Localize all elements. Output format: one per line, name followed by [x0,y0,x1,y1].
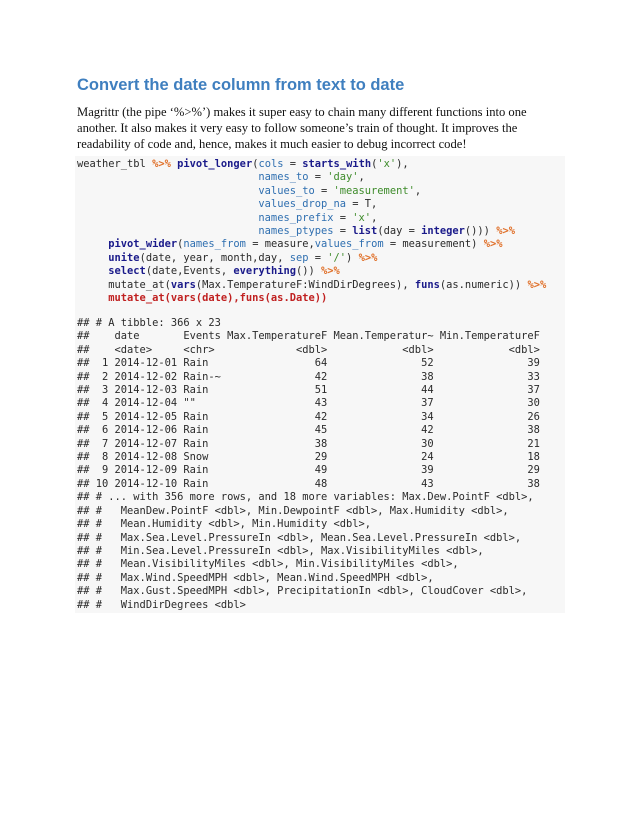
output-line: ## 4 2014-12-04 "" 43 37 30 [77,397,540,410]
output-line: ## # Mean.VisibilityMiles <dbl>, Min.VisibilityMiles <dbl>, [77,558,459,571]
output-line: ## # Min.Sea.Level.PressureIn <dbl>, Max.VisibilityMiles <dbl>, [77,544,484,557]
code-line: unite(date, year, month,day, sep = '/') %>% [108,251,378,264]
code-block [75,156,565,613]
code-line: names_ptypes = list(day = integer())) %>% [258,225,515,238]
code-line: pivot_wider(names_from = measure,values_from = measurement) %>% [108,238,503,251]
output-line: ## # ... with 356 more rows, and 18 more variables: Max.Dew.PointF <dbl>, [77,491,534,504]
r-console-output [77,317,540,612]
output-line: ## 8 2014-12-08 Snow 29 24 18 [77,451,540,464]
output-line: ## # Max.Sea.Level.PressureIn <dbl>, Mean.Sea.Level.PressureIn <dbl>, [77,531,522,544]
code-line: names_prefix = 'x', [258,211,378,224]
output-line: ## date Events Max.TemperatureF Mean.Temperatur~ Min.TemperatureF [77,330,540,343]
output-line: ## # MeanDew.PointF <dbl>, Min.DewpointF <dbl>, Max.Humidity <dbl>, [77,504,509,517]
code-line: mutate_at(vars(date),funs(as.Date)) [77,292,328,305]
output-line: ## 1 2014-12-01 Rain 64 52 39 [77,357,540,370]
code-line: mutate_at(vars(Max.TemperatureF:WindDirDegrees), funs(as.numeric)) %>% [77,278,547,291]
output-line: ## # Max.Gust.SpeedMPH <dbl>, PrecipitationIn <dbl>, CloudCover <dbl>, [77,585,528,598]
output-line: ## 3 2014-12-03 Rain 51 44 37 [77,384,540,397]
output-line: ## 2 2014-12-02 Rain-~ 42 38 33 [77,370,540,383]
section-heading: Convert the date column from text to date [77,76,405,94]
paragraph-line: another. It also makes it very easy to follow someone’s train of thought. It improves the [77,121,518,135]
output-line: ## # Max.Wind.SpeedMPH <dbl>, Mean.Wind.SpeedMPH <dbl>, [77,571,434,584]
output-line: ## 9 2014-12-09 Rain 49 39 29 [77,464,540,477]
output-line: ## 6 2014-12-06 Rain 45 42 38 [77,424,540,437]
output-line: ## # Mean.Humidity <dbl>, Min.Humidity <dbl>, [77,518,372,531]
code-line: values_to = 'measurement', [258,184,422,197]
intro-paragraph [77,104,563,152]
paragraph-line: Magrittr (the pipe ‘%>%’) makes it super easy to chain many different functions into one [77,105,527,119]
code-line: names_to = 'day', [258,171,365,184]
output-line: ## 5 2014-12-05 Rain 42 34 26 [77,410,540,423]
paragraph-line: readability of code and, hence, makes it much easier to debug incorrect code! [77,137,467,151]
output-line: ## <date> <chr> <dbl> <dbl> <dbl> [77,343,540,356]
output-line: ## # A tibble: 366 x 23 [77,317,221,329]
code-line: values_drop_na = T, [258,198,378,211]
code-line: weather_tbl %>% pivot_longer(cols = starts_with('x'), [77,158,409,170]
r-source-code [77,158,546,305]
code-line: select(date,Events, everything()) %>% [108,265,340,278]
output-line: ## 10 2014-12-10 Rain 48 43 38 [77,477,540,490]
output-line: ## # WindDirDegrees <dbl> [77,598,246,611]
output-line: ## 7 2014-12-07 Rain 38 30 21 [77,437,540,450]
